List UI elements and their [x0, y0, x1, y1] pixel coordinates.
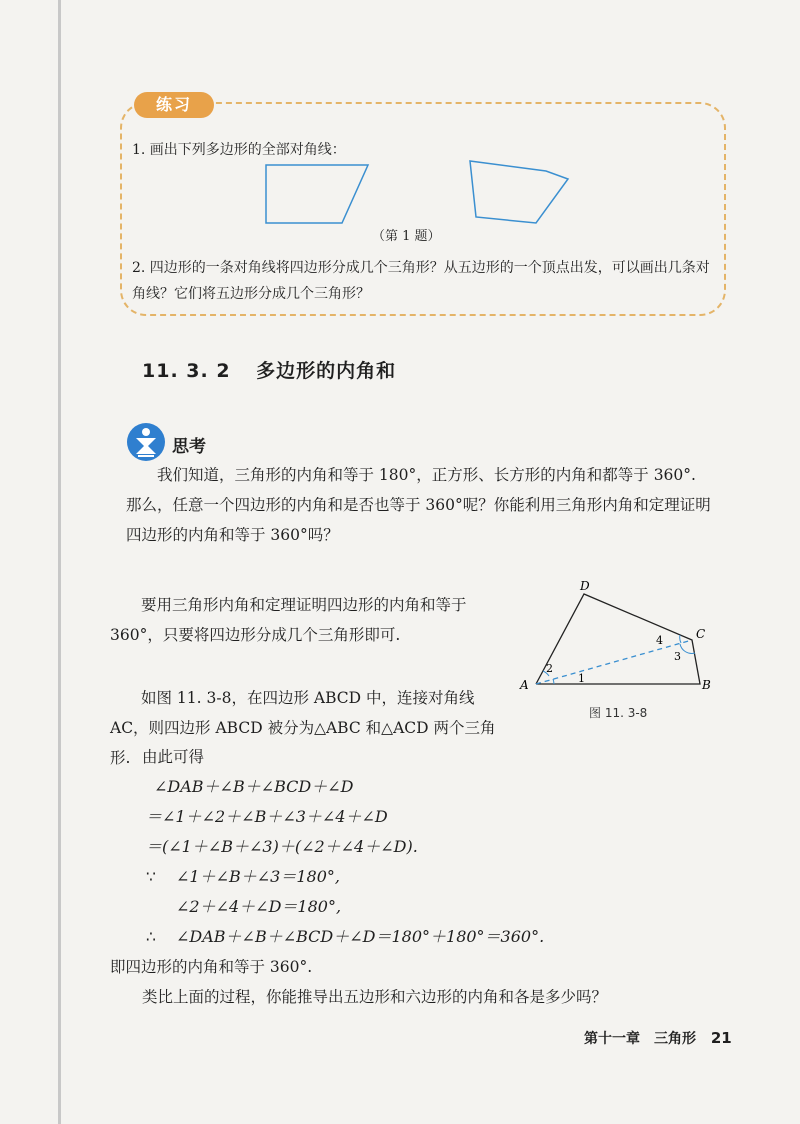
figure-caption: 图 11. 3-8 [589, 706, 648, 720]
because-symbol: ∵ [146, 868, 156, 886]
quadrilateral-shape [266, 165, 368, 223]
angle-arc-1 [553, 679, 554, 684]
equation-line-4: ∠1＋∠B＋∠3＝180°, [176, 867, 340, 886]
pentagon-shape [470, 161, 568, 223]
vertex-label-b: B [702, 678, 711, 692]
section-number: 11. 3. 2 [142, 360, 231, 382]
page-footer [584, 1028, 732, 1048]
conclusion-text: 即四边形的内角和等于 360°. [110, 958, 313, 976]
section-heading [142, 356, 396, 383]
thinking-person-icon [126, 422, 166, 462]
equation-line-1: ∠DAB＋∠B＋∠BCD＋∠D [154, 777, 354, 796]
body-paragraph-2: 如图 11. 3-8，在四边形 ABCD 中，连接对角线 AC，则四边形 ABCD 被分为△ABC 和△ACD 两个三角形. [110, 689, 496, 767]
equation-line-2: ＝∠1＋∠2＋∠B＋∠3＋∠4＋∠D [146, 807, 388, 826]
closing-question: 类比上面的过程，你能推导出五边形和六边形的内角和各是多少吗？ [142, 988, 608, 1006]
angle-label-4: 4 [656, 634, 663, 647]
angle-label-1: 1 [578, 672, 585, 685]
quadrilateral-abcd-figure [516, 578, 716, 698]
equation-line-5: ∠2＋∠4＋∠D＝180°, [176, 897, 342, 916]
exercise-figure-caption: （第 1 题） [372, 229, 441, 244]
angle-label-2: 2 [546, 662, 553, 675]
angle-label-3: 3 [674, 650, 681, 663]
exercise-polygons-figure [250, 155, 590, 230]
quadrilateral-outline [536, 594, 700, 684]
exercise-question-1: 1. 画出下列多边形的全部对角线： [132, 142, 346, 158]
section-title: 多边形的内角和 [256, 360, 397, 382]
body-paragraph-3: 由此可得 [142, 748, 205, 766]
think-label: 思考 [172, 437, 206, 457]
vertex-label-a: A [520, 678, 529, 692]
body-paragraph-1: 要用三角形内角和定理证明四边形的内角和等于 360°，只要将四边形分成几个三角形即可. [110, 596, 467, 644]
therefore-symbol: ∴ [146, 928, 156, 946]
exercise-question-2: 2. 四边形的一条对角线将四边形分成几个三角形？从五边形的一个顶点出发，可以画出几条对角线？它们将五边形分成几个三角形？ [132, 260, 710, 302]
angle-arc-4 [680, 635, 681, 643]
page-binding-edge [58, 0, 61, 1124]
page-number: 21 [710, 1029, 732, 1047]
diagonal-ac [536, 640, 692, 684]
vertex-label-c: C [696, 627, 706, 641]
equation-line-6: ∠DAB＋∠B＋∠BCD＋∠D＝180°＋180°＝360°. [176, 927, 545, 946]
vertex-label-d: D [580, 579, 590, 593]
chapter-title: 第十一章 三角形 [584, 1031, 696, 1047]
equation-line-3: ＝(∠1＋∠B＋∠3)＋(∠2＋∠4＋∠D). [146, 837, 418, 856]
think-paragraph: 我们知道，三角形的内角和等于 180°，正方形、长方形的内角和都等于 360°. 那么，任意一个四边形的内角和是否也等于 360°呢？你能利用三角形内角和定理证明四边形的内角和等于 360°吗？ [126, 466, 711, 544]
exercise-tag: 练习 [134, 92, 214, 118]
